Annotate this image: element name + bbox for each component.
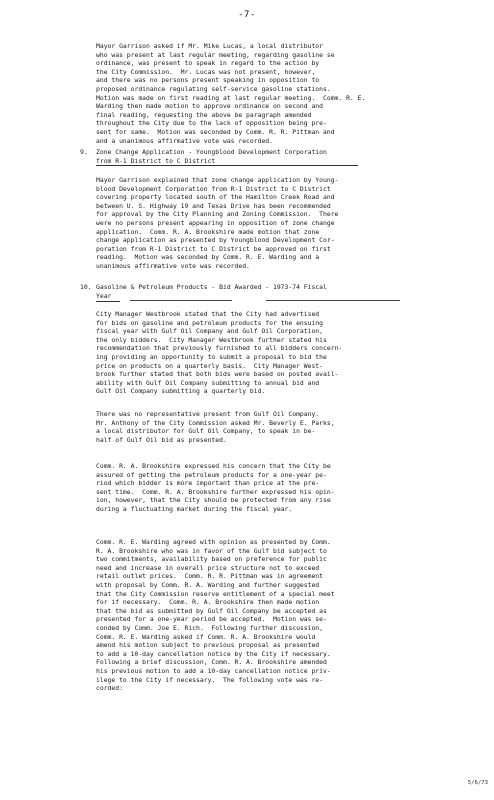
item-number-10: 10. <box>80 283 92 291</box>
heading-underline <box>96 165 358 166</box>
heading-underline <box>96 301 120 302</box>
item-heading-gasoline-bid: Gasoline & Petroleum Products - Bid Awarded - 1973-74 Fiscal Year <box>96 283 327 300</box>
blank-rule <box>266 300 400 301</box>
paragraph-gasoline-bids: City Manager Westbrook stated that the City had advertised for bids on gasoline and petroleum products for the ensuing fiscal year with Gulf Oil Company and Gulf Oil Corporation, the only bidders. City Manager Westbrook further stated his recommendation that previously furnished to all bidders concern- ing providing an opportunity to submit a proposal to bid the price on products on a quarterly basis. City Manager West- brook further stated that both bids were based on posted avail- ability with Gulf Oil Company submitting to annual bid and Gulf Oil Company submitting a quarterly bid. <box>96 310 343 396</box>
paragraph-self-service-ordinance: Mayor Garrison asked if Mr. Mike Lucas, a local distributor who was present at last regular meeting, regarding gasoline se ordinance, was present to speak in regard to the action by the City Commission. Mr. Lucas was not present, however, and there was no persons present speaking in opposition to proposed ordinance regulating self-service gasoline stations. Motion was made on first reading at last regular meeting. Comm. R. E. Warding then made motion to approve ordinance on second and final reading, requesting the above be paragraph amended throughout the City due to the lack of opposition being pre- sent for same. Motion was seconded by Comm. R. R. Pittman and and a unanimous affirmative vote was recorded. <box>96 42 366 145</box>
paragraph-brookshire-concern: Comm. R. A. Brookshire expressed his concern that the City be assured of getting the petroleum products for a one-year pe- riod which bidder is more important than price at the pre- sent time. Comm. R. A. Brookshire further expressed his opin- ion, however, that the City should be protected from any rise during a fluctuating market during the fiscal year. <box>96 462 335 513</box>
blank-rule <box>130 300 232 301</box>
paragraph-gulf-representative: There was no representative present from Gulf Oil Company. Mr. Anthony of the City Commission asked Mr. Beverly E. Parks, a local distributor for Gulf Oil Company, to speak in be- half of Gulf Oil bid as presented. <box>96 410 335 444</box>
footer-mark: 5/6/73 <box>467 780 488 786</box>
item-number-9: 9. <box>80 148 88 156</box>
page-number: -7- <box>238 10 256 20</box>
item-heading-zone-change: Zone Change Application - Youngblood Development Corporation from R-1 District to C District <box>96 148 327 165</box>
paragraph-zone-change: Mayor Garrison explained that zone change application by Young- blood Development Corporation from R-1 District to C District covering property located south of the Hamilton Creek Road and between U. S. Highway 19 and Texas Drive has been recommended for approval by the City Planning and Zoning Commission. There were no persons present appearing in opposition of zone change application. Comm. R. A. Brookshire made motion that zone change application as presented by Youngblood Development Cor- poration from R-1 District to C District be approved on first reading. Motion was seconded by Comm. R. E. Warding and a unanimous affirmative vote was recorded. <box>96 176 339 270</box>
paragraph-warding-motion: Comm. R. E. Warding agreed with opinion as presented by Comm. R. A. Brookshire who was in favor of the Gulf bid subject to two commitments, availability based on preference for public need and increase in overall price structure not to exceed retail outlet prices. Comm. R. R. Pittman was in agreement with proposal by Comm. R. A. Warding and further suggested that the City Commission reserve entitlement of a special meet for if necessary. Comm. R. A. Brookshire then made motion that the bid as submitted by Gulf Oil Company be accepted as presented for a one-year period be accepted. Motion was se- conded by Comm. Joe E. Rich. Following further discussion, Comm. R. E. Warding asked if Comm. R. A. Brookshire would amend his motion subject to previous proposal as presented to add a 10-day cancellation notice by the City if necessary. Following a brief discussion, Comm. R. A. Brookshire amended his previous motion to add a 10-day cancellation notice priv- ilege to the City if necessary. The following vote was re- corded: <box>96 538 335 693</box>
